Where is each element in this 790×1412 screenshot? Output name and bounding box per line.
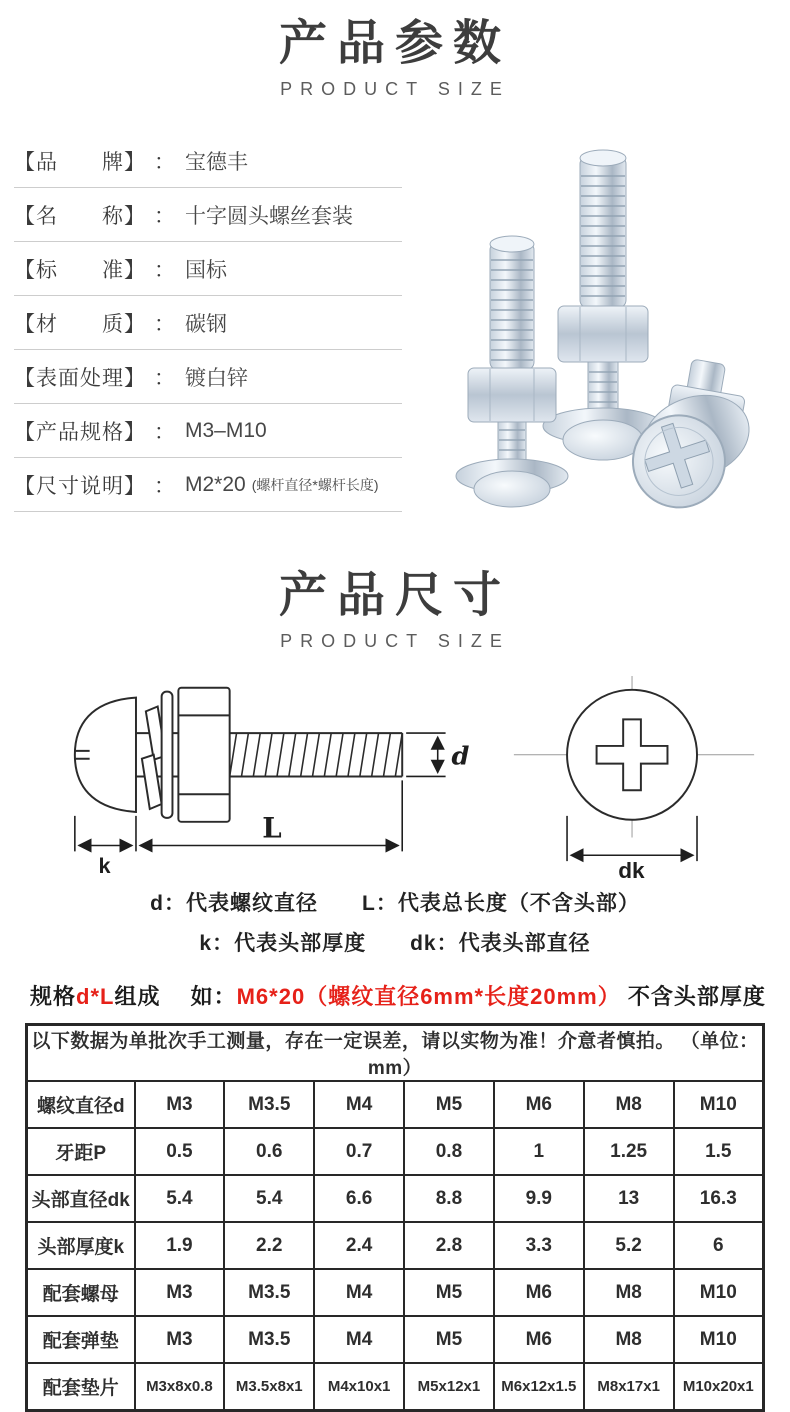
screw-side-diagram: [56, 668, 496, 880]
dimension-legend: [0, 884, 790, 964]
param-label: 【尺寸说明】: [14, 474, 146, 498]
screw-top-diagram: [506, 668, 762, 880]
table-cell: M6x12x1.5: [494, 1363, 584, 1410]
param-colon: ：: [154, 366, 175, 390]
table-cell: 6.6: [314, 1175, 404, 1222]
param-colon: ：: [154, 204, 175, 228]
product-photo: [402, 134, 790, 526]
table-row-label: 配套螺母: [27, 1269, 135, 1316]
spec-table: [25, 1023, 765, 1412]
params-section: [0, 134, 790, 526]
param-row-standard: [14, 242, 402, 296]
table-cell: 0.7: [314, 1128, 404, 1175]
table-cell: M6: [494, 1316, 584, 1363]
param-label: 【材 质】: [14, 312, 146, 336]
table-cell: M6: [494, 1269, 584, 1316]
table-row-label: 头部厚度k: [27, 1222, 135, 1269]
table-cell: M3.5: [224, 1316, 314, 1363]
bolt-center: [543, 150, 663, 460]
table-cell: 2.2: [224, 1222, 314, 1269]
spec-format-line: [30, 980, 790, 1011]
table-row-nut: [27, 1269, 764, 1316]
size-title: 产品尺寸: [278, 569, 511, 623]
table-cell: 1.5: [674, 1128, 764, 1175]
param-label: 【产品规格】: [14, 420, 146, 444]
param-row-size-note: [14, 458, 402, 512]
table-row-label: 配套弹垫: [27, 1316, 135, 1363]
param-label: 【标 准】: [14, 258, 146, 282]
table-cell: 5.2: [584, 1222, 674, 1269]
bolt-left: [456, 236, 568, 507]
dim-label-L: L: [262, 811, 282, 845]
param-colon: ：: [154, 420, 175, 444]
dim-label-d: d: [451, 742, 470, 773]
legend-line-2: k：代表头部厚度 dk：代表头部直径: [199, 932, 591, 956]
param-row-brand: [14, 134, 402, 188]
table-cell: 1.9: [135, 1222, 225, 1269]
table-row-spring-washer: [27, 1316, 764, 1363]
legend-line-1: d：代表螺纹直径 L：代表总长度（不含头部）: [150, 892, 640, 916]
spec-seg-red: M6*20（螺纹直径6mm*长度20mm）: [236, 984, 621, 1010]
param-colon: ：: [154, 258, 175, 282]
dim-label-dk: dk: [618, 858, 645, 881]
table-cell: 0.8: [404, 1128, 494, 1175]
param-label: 【品 牌】: [14, 150, 146, 174]
table-cell: M8x17x1: [584, 1363, 674, 1410]
table-row-label: 牙距P: [27, 1128, 135, 1175]
table-cell: M3.5: [224, 1081, 314, 1128]
table-cell: M3: [135, 1081, 225, 1128]
table-cell: M8: [584, 1269, 674, 1316]
dimension-diagrams: [0, 668, 790, 880]
table-cell: M3: [135, 1269, 225, 1316]
spec-seg-black: 规格: [30, 984, 77, 1010]
param-row-name: [14, 188, 402, 242]
params-list: [14, 134, 402, 526]
table-cell: M5: [404, 1316, 494, 1363]
table-cell: 5.4: [224, 1175, 314, 1222]
table-cell: 9.9: [494, 1175, 584, 1222]
param-colon: ：: [154, 150, 175, 174]
param-row-material: [14, 296, 402, 350]
table-cell: M5x12x1: [404, 1363, 494, 1410]
param-value: M3–M10: [185, 418, 267, 442]
table-cell: 6: [674, 1222, 764, 1269]
table-cell: 5.4: [135, 1175, 225, 1222]
spec-seg-red: d*L: [76, 984, 115, 1010]
table-cell: 16.3: [674, 1175, 764, 1222]
param-row-surface: [14, 350, 402, 404]
table-cell: 8.8: [404, 1175, 494, 1222]
param-colon: ：: [154, 474, 175, 498]
table-row-flat-washer: [27, 1363, 764, 1410]
param-label: 【表面处理】: [14, 366, 146, 390]
param-value: 十字圆头螺丝套装: [185, 204, 353, 228]
param-value: 镀白锌: [185, 366, 248, 390]
param-value: 宝德丰: [185, 150, 248, 174]
table-row-head-diameter: [27, 1175, 764, 1222]
table-cell: M8: [584, 1316, 674, 1363]
table-cell: M10: [674, 1081, 764, 1128]
table-cell: M4x10x1: [314, 1363, 404, 1410]
table-cell: M3x8x0.8: [135, 1363, 225, 1410]
table-cell: M3.5: [224, 1269, 314, 1316]
table-cell: M5: [404, 1081, 494, 1128]
spec-seg-black: 不含头部厚度: [620, 984, 766, 1010]
param-value: 碳钢: [185, 312, 227, 336]
table-row-label: 配套垫片: [27, 1363, 135, 1410]
table-cell: M4: [314, 1316, 404, 1363]
param-value: 国标: [185, 258, 227, 282]
table-row-label: 螺纹直径d: [27, 1081, 135, 1128]
params-title: 产品参数: [278, 17, 511, 70]
spec-seg-black: 组成 如：: [114, 984, 237, 1010]
param-colon: ：: [154, 312, 175, 336]
table-cell: 0.6: [224, 1128, 314, 1175]
section-size-header: [0, 568, 790, 652]
table-note: 以下数据为单批次手工测量，存在一定误差，请以实物为准！介意者慎拍。 （单位：mm）: [27, 1025, 764, 1082]
table-cell: 2.8: [404, 1222, 494, 1269]
param-row-spec: [14, 404, 402, 458]
param-value: M2*20: [185, 472, 246, 496]
param-value-note: (螺杆直径*螺杆长度): [251, 476, 379, 493]
table-note-row: [27, 1025, 764, 1082]
table-cell: 1: [494, 1128, 584, 1175]
param-label: 【名 称】: [14, 204, 146, 228]
size-subtitle: PRODUCT SIZE: [280, 631, 510, 652]
table-cell: 3.3: [494, 1222, 584, 1269]
table-cell: M5: [404, 1269, 494, 1316]
table-cell: M8: [584, 1081, 674, 1128]
table-cell: 0.5: [135, 1128, 225, 1175]
table-row-label: 头部直径dk: [27, 1175, 135, 1222]
table-cell: 2.4: [314, 1222, 404, 1269]
table-row-head-thickness: [27, 1222, 764, 1269]
table-cell: 1.25: [584, 1128, 674, 1175]
section-params-header: [0, 0, 790, 100]
table-cell: M4: [314, 1081, 404, 1128]
table-row-pitch: [27, 1128, 764, 1175]
table-cell: M10: [674, 1316, 764, 1363]
table-cell: M10x20x1: [674, 1363, 764, 1410]
table-cell: M6: [494, 1081, 584, 1128]
table-row-thread-diameter: [27, 1081, 764, 1128]
table-cell: M3.5x8x1: [224, 1363, 314, 1410]
dim-label-k: k: [98, 853, 111, 879]
screws-photo-illustration: [412, 134, 780, 526]
params-subtitle: PRODUCT SIZE: [280, 79, 510, 100]
table-cell: 13: [584, 1175, 674, 1222]
table-cell: M3: [135, 1316, 225, 1363]
table-cell: M4: [314, 1269, 404, 1316]
table-cell: M10: [674, 1269, 764, 1316]
